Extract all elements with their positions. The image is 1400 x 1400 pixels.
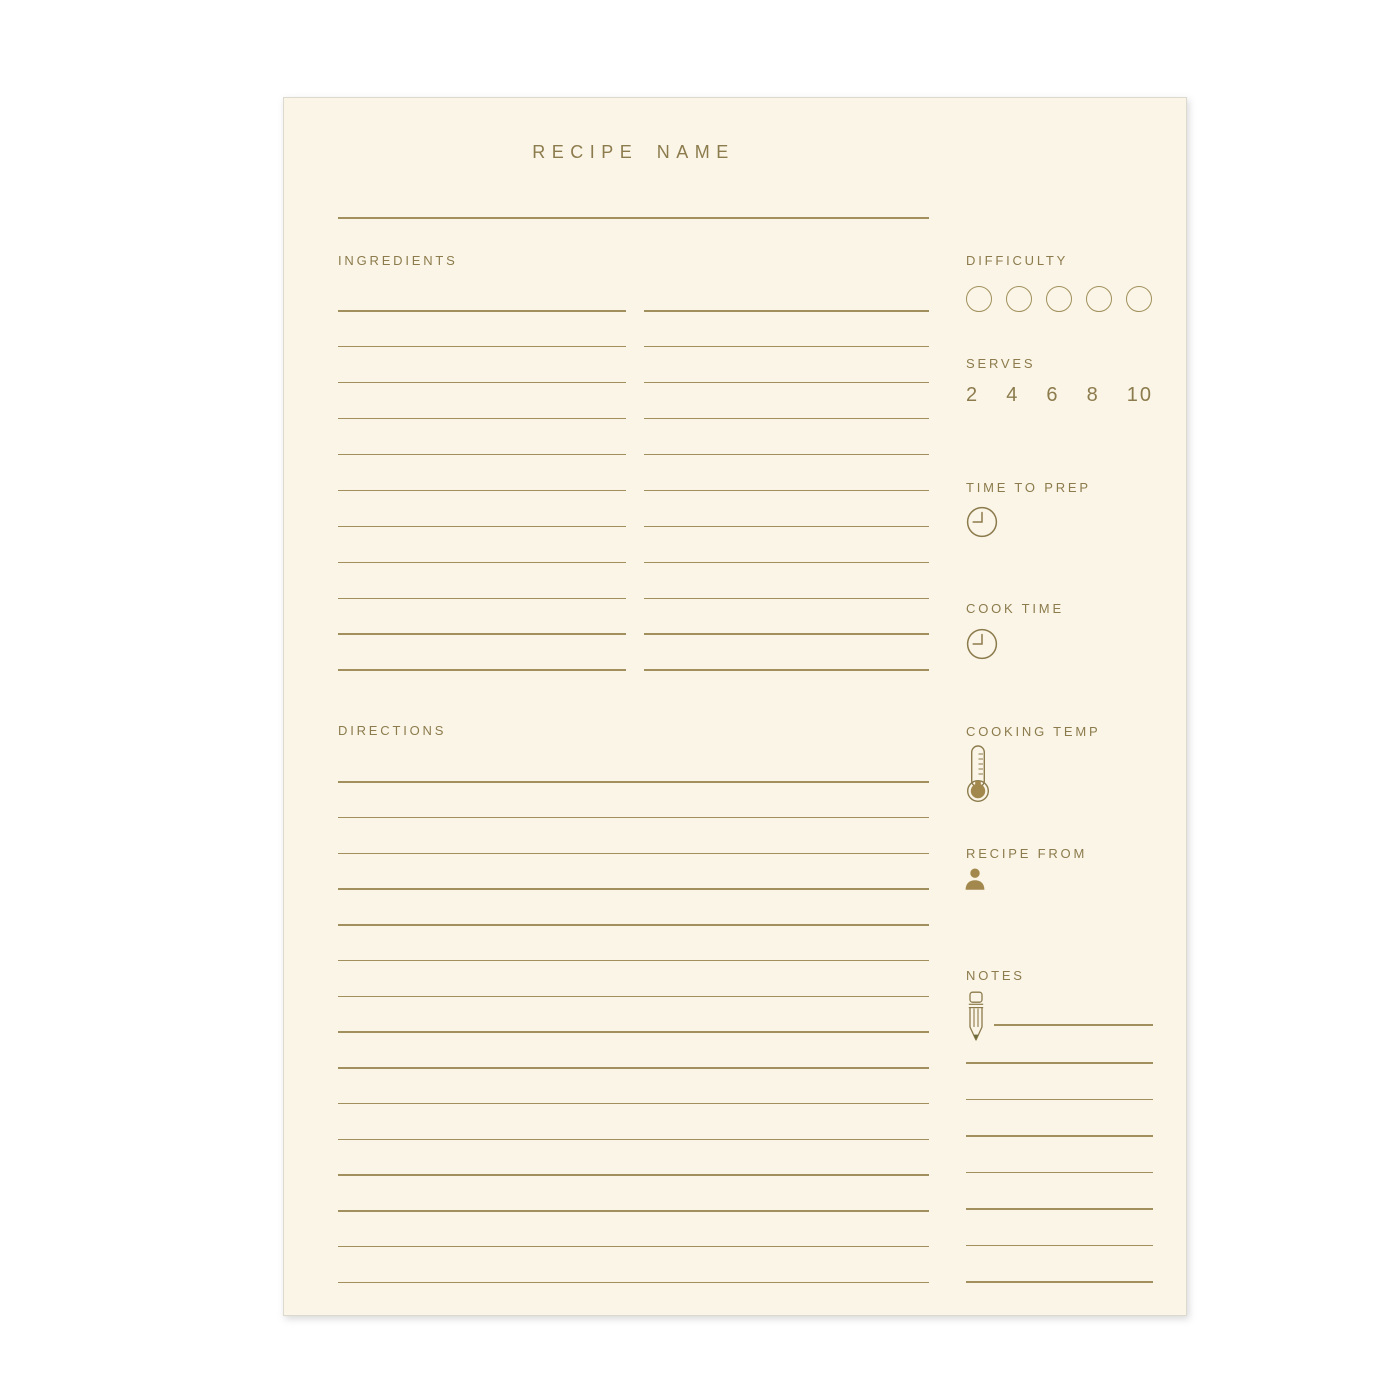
cook-time-heading: COOK TIME <box>966 601 1064 616</box>
ruled-line <box>644 346 929 348</box>
ruled-line <box>644 382 929 384</box>
serves-option: 6 <box>1046 384 1060 406</box>
notes-lines <box>966 1062 1153 1283</box>
ruled-line <box>338 669 626 671</box>
serves-option: 4 <box>1006 384 1020 406</box>
ingredients-lines-right <box>644 310 929 671</box>
ruled-line <box>644 526 929 528</box>
clock-icon <box>966 506 998 543</box>
person-icon <box>963 867 987 897</box>
time-to-prep-heading: TIME TO PREP <box>966 480 1091 495</box>
difficulty-circle <box>1086 286 1112 312</box>
cooking-temp-heading: COOKING TEMP <box>966 724 1101 739</box>
ruled-line <box>338 562 626 564</box>
ruled-line <box>966 1245 1153 1247</box>
directions-lines <box>338 781 929 1283</box>
ingredients-lines-left <box>338 310 626 671</box>
ruled-line <box>644 562 929 564</box>
ruled-line <box>338 1210 929 1212</box>
notes-heading: NOTES <box>966 968 1025 983</box>
notes-first-line <box>994 1024 1153 1026</box>
ruled-line <box>338 960 929 962</box>
ruled-line <box>338 633 626 635</box>
ruled-line <box>338 781 929 783</box>
difficulty-circle <box>1126 286 1152 312</box>
ruled-line <box>338 454 626 456</box>
ruled-line <box>644 310 929 312</box>
ingredients-heading: INGREDIENTS <box>338 253 458 268</box>
ruled-line <box>338 346 626 348</box>
difficulty-circle <box>1006 286 1032 312</box>
ruled-line <box>966 1208 1153 1210</box>
ruled-line <box>338 853 929 855</box>
serves-option: 2 <box>966 384 980 406</box>
difficulty-circle <box>1046 286 1072 312</box>
ruled-line <box>644 598 929 600</box>
ruled-line <box>966 1135 1153 1137</box>
ruled-line <box>338 1246 929 1248</box>
recipe-name-line <box>338 217 929 219</box>
ruled-line <box>338 1174 929 1176</box>
directions-heading: DIRECTIONS <box>338 723 447 738</box>
recipe-card <box>283 97 1187 1316</box>
clock-icon <box>966 628 998 665</box>
recipe-from-heading: RECIPE FROM <box>966 846 1088 861</box>
serves-option: 10 <box>1126 384 1153 406</box>
ruled-line <box>338 1031 929 1033</box>
ruled-line <box>338 996 929 998</box>
difficulty-heading: DIFFICULTY <box>966 253 1069 268</box>
ruled-line <box>338 598 626 600</box>
ruled-line <box>644 633 929 635</box>
serves-options <box>966 384 1153 407</box>
page-title: RECIPE NAME <box>532 142 735 162</box>
ruled-line <box>338 418 626 420</box>
ruled-line <box>338 490 626 492</box>
serves-heading: SERVES <box>966 356 1036 371</box>
ruled-line <box>338 888 929 890</box>
ruled-line <box>338 310 626 312</box>
ruled-line <box>338 1282 929 1284</box>
difficulty-selector <box>966 286 1152 312</box>
ruled-line <box>966 1281 1153 1283</box>
ruled-line <box>338 526 626 528</box>
difficulty-circle <box>966 286 992 312</box>
ruled-line <box>966 1099 1153 1101</box>
ruled-line <box>338 1139 929 1141</box>
ruled-line <box>644 418 929 420</box>
ruled-line <box>966 1172 1153 1174</box>
ruled-line <box>338 1103 929 1105</box>
ruled-line <box>644 490 929 492</box>
ruled-line <box>644 454 929 456</box>
ruled-line <box>338 924 929 926</box>
ruled-line <box>966 1062 1153 1064</box>
ruled-line <box>338 382 626 384</box>
ruled-line <box>338 817 929 819</box>
ruled-line <box>338 1067 929 1069</box>
serves-option: 8 <box>1086 384 1100 406</box>
pencil-icon <box>964 991 988 1048</box>
ruled-line <box>644 669 929 671</box>
thermometer-icon <box>967 745 989 808</box>
